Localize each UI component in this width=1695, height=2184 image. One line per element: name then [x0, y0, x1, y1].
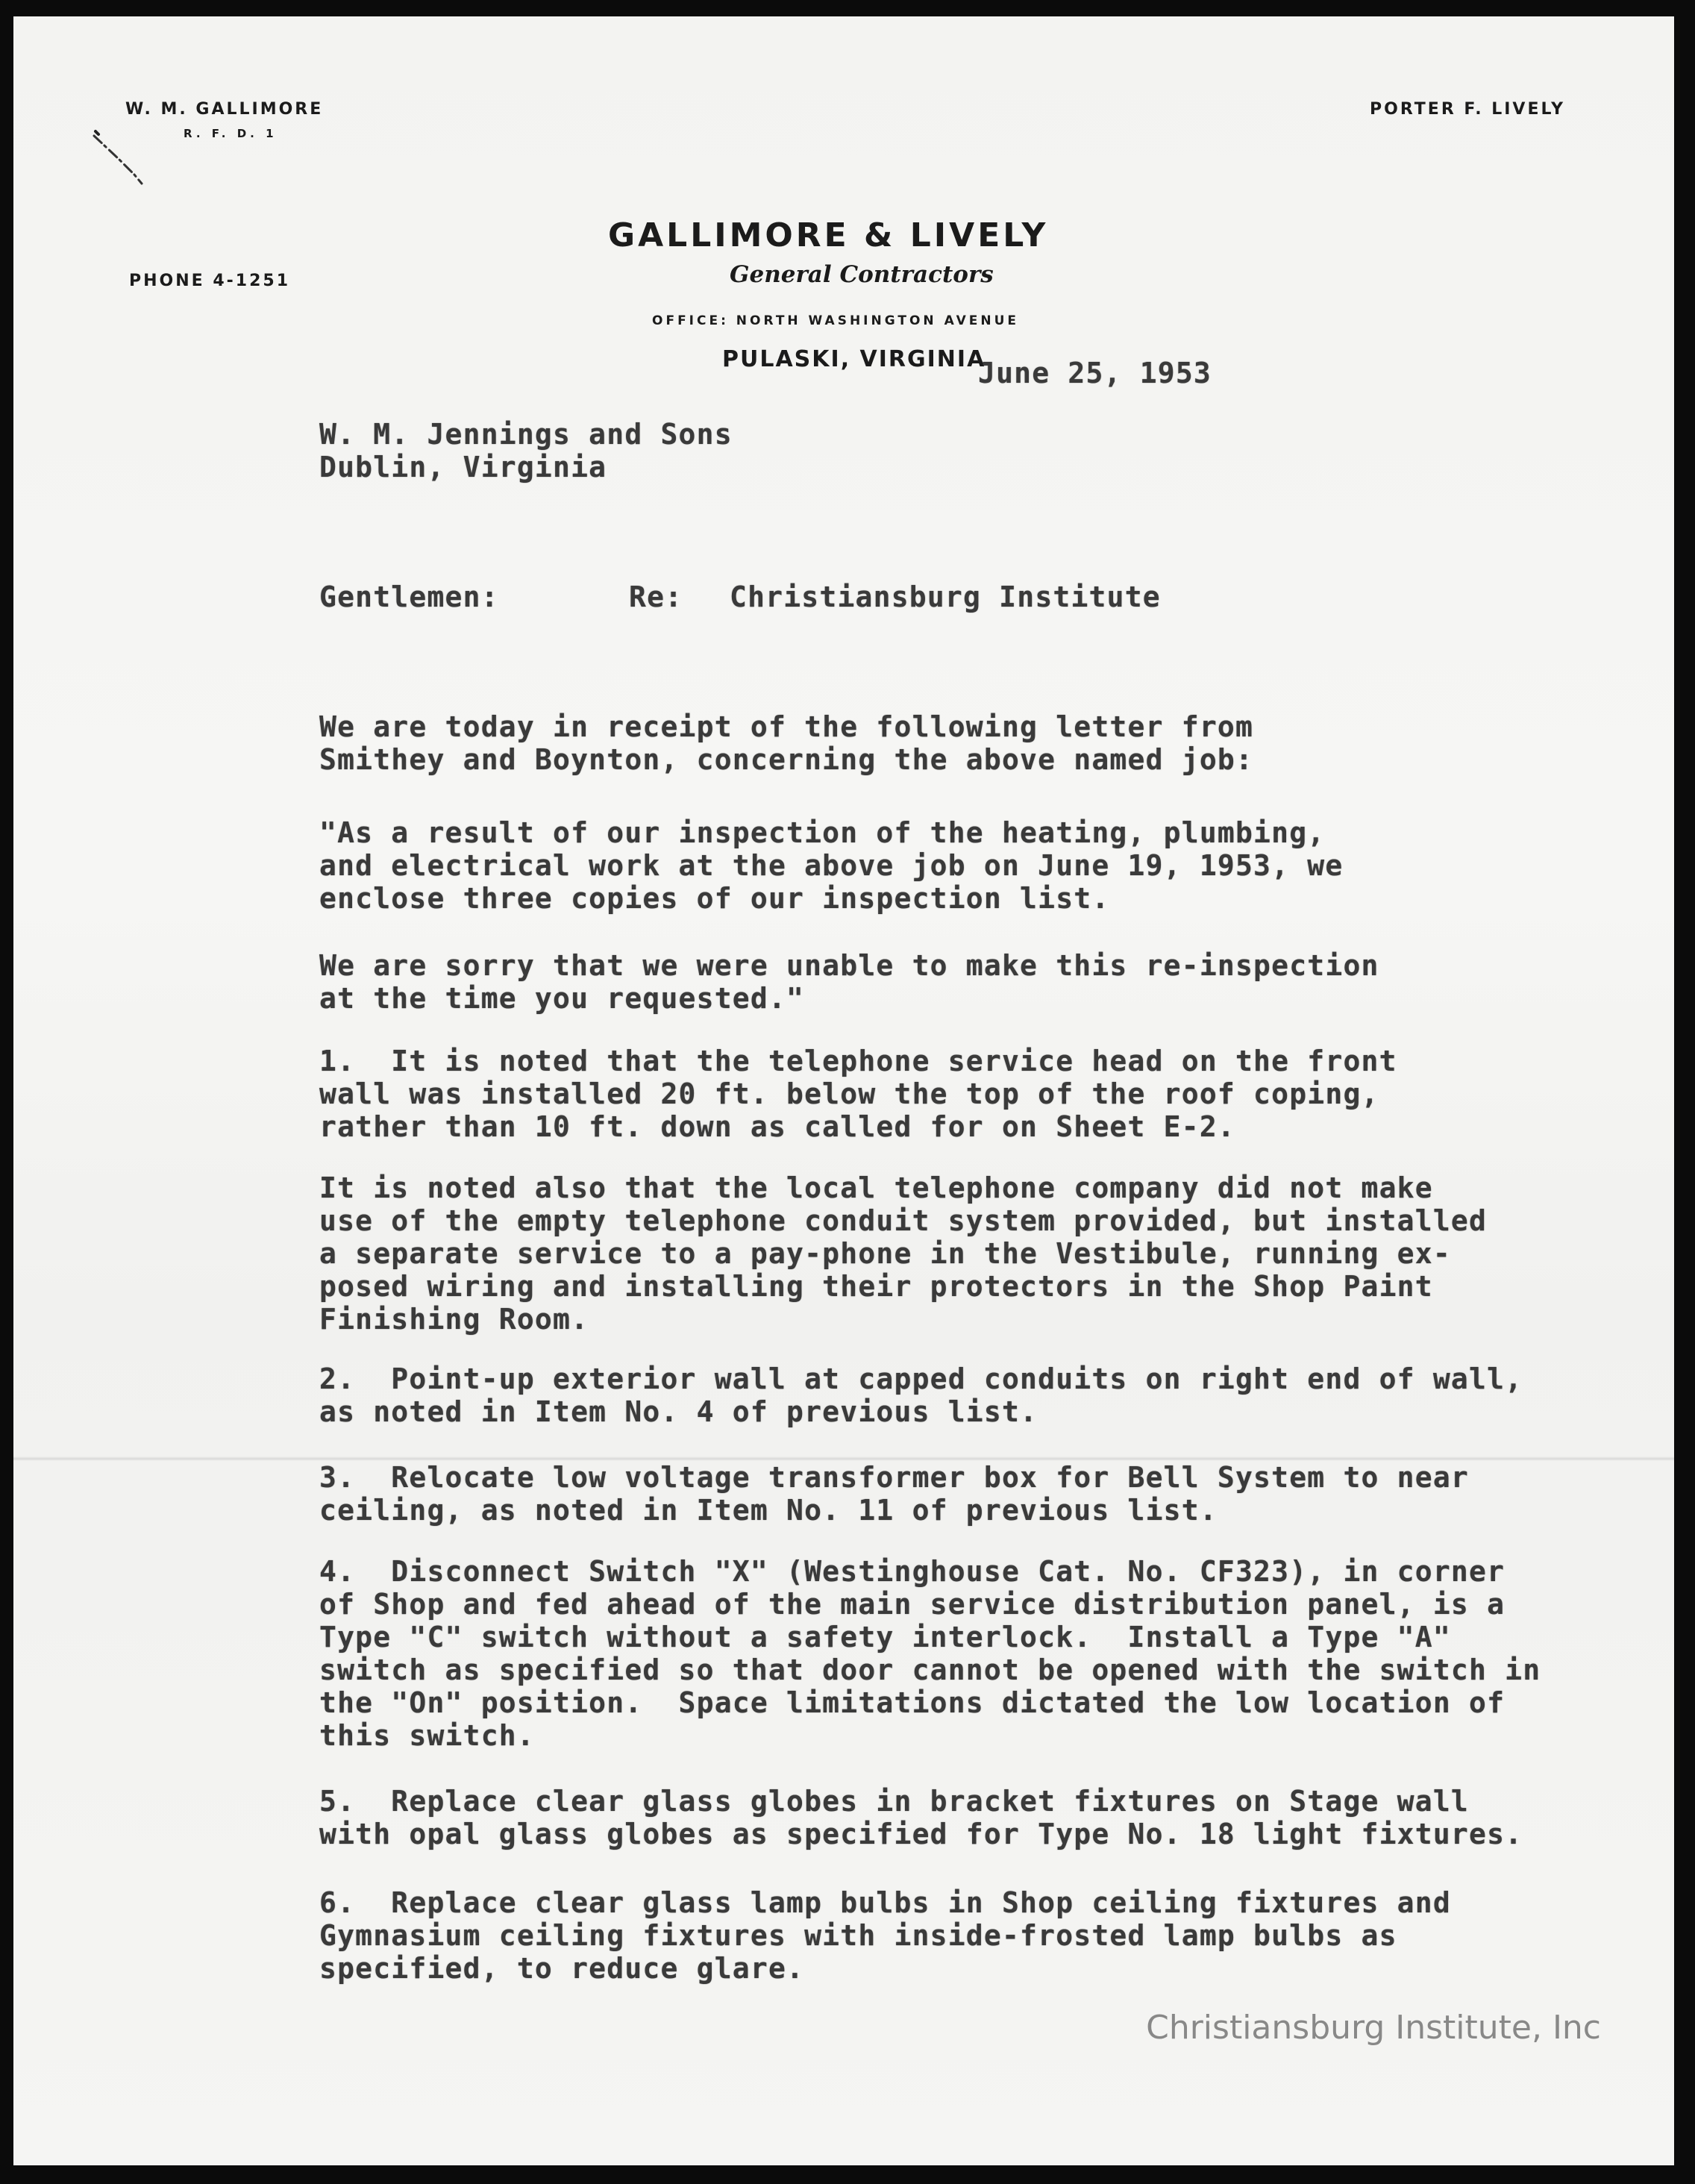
- body-line: 3. Relocate low voltage transformer box for Bell System to near: [319, 1461, 1469, 1494]
- letterhead-left-rfd: R. F. D. 1: [184, 127, 278, 140]
- body-line: of Shop and fed ahead of the main service distribution panel, is a: [319, 1588, 1506, 1621]
- body-line: Gymnasium ceiling fixtures with inside-frosted lamp bulbs as: [319, 1919, 1397, 1952]
- salutation: Gentlemen:: [319, 581, 499, 613]
- body-line: 4. Disconnect Switch "X" (Westinghouse Cat. No. CF323), in corner: [319, 1555, 1506, 1588]
- pencil-mark-icon: [88, 128, 155, 188]
- letter-page: [13, 16, 1674, 2165]
- body-line: switch as specified so that door cannot be opened with the switch in: [319, 1653, 1541, 1686]
- re-label: Re:: [629, 581, 683, 613]
- body-line: ceiling, as noted in Item No. 11 of previous list.: [319, 1494, 1218, 1527]
- body-line: 2. Point-up exterior wall at capped conduits on right end of wall,: [319, 1362, 1523, 1395]
- body-line: the "On" position. Space limitations dictated the low location of: [319, 1686, 1506, 1719]
- body-line: as noted in Item No. 4 of previous list.: [319, 1395, 1038, 1428]
- inspection-item-6: [319, 1886, 1451, 1985]
- body-line: Type "C" switch without a safety interlock. Install a Type "A": [319, 1621, 1451, 1653]
- body-line: rather than 10 ft. down as called for on Sheet E-2.: [319, 1110, 1235, 1143]
- intro-paragraph: [319, 710, 1253, 776]
- body-line: at the time you requested.": [319, 982, 805, 1015]
- archive-watermark: Christiansburg Institute, Inc: [1146, 2009, 1601, 2047]
- body-line: We are sorry that we were unable to make this re-inspection: [319, 949, 1379, 982]
- company-tagline: General Contractors: [730, 261, 994, 288]
- letterhead-city: PULASKI, VIRGINIA: [722, 346, 986, 372]
- body-line: posed wiring and installing their protectors in the Shop Paint: [319, 1270, 1433, 1303]
- inspection-item-1: [319, 1045, 1397, 1143]
- body-line: 5. Replace clear glass globes in bracket fixtures on Stage wall: [319, 1785, 1469, 1818]
- body-line: and electrical work at the above job on June 19, 1953, we: [319, 849, 1344, 882]
- body-line: a separate service to a pay-phone in the Vestibule, running ex-: [319, 1237, 1451, 1270]
- re-subject: Christiansburg Institute: [730, 581, 1161, 613]
- letterhead-office: OFFICE: NORTH WASHINGTON AVENUE: [652, 313, 1019, 328]
- letterhead-left-name: W. M. GALLIMORE: [125, 100, 324, 119]
- recipient-location: Dublin, Virginia: [319, 451, 607, 484]
- body-line: Finishing Room.: [319, 1303, 589, 1336]
- body-line: this switch.: [319, 1719, 535, 1752]
- letterhead-right-name: PORTER F. LIVELY: [1370, 100, 1566, 119]
- letterhead-phone: PHONE 4-1251: [129, 272, 291, 290]
- letter-date: June 25, 1953: [978, 357, 1212, 389]
- recipient-name: W. M. Jennings and Sons: [319, 418, 733, 451]
- body-line: Smithey and Boynton, concerning the above named job:: [319, 743, 1254, 776]
- inspection-item-4: [319, 1555, 1541, 1752]
- quoted-paragraph-2: [319, 949, 1379, 1015]
- inspection-item-2: [319, 1362, 1523, 1428]
- quoted-paragraph-1: [319, 816, 1343, 915]
- inspection-item-3: [319, 1461, 1469, 1527]
- body-line: specified, to reduce glare.: [319, 1952, 805, 1985]
- inspection-item-1-note: [319, 1171, 1487, 1336]
- inspection-item-5: [319, 1785, 1523, 1850]
- body-line: with opal glass globes as specified for Type No. 18 light fixtures.: [319, 1818, 1523, 1850]
- body-line: 1. It is noted that the telephone service head on the front: [319, 1045, 1397, 1077]
- body-line: It is noted also that the local telephone company did not make: [319, 1171, 1433, 1204]
- company-name: GALLIMORE & LIVELY: [608, 216, 1049, 254]
- body-line: use of the empty telephone conduit system provided, but installed: [319, 1204, 1488, 1237]
- body-line: enclose three copies of our inspection list.: [319, 882, 1110, 915]
- body-line: We are today in receipt of the following letter from: [319, 710, 1254, 743]
- body-line: 6. Replace clear glass lamp bulbs in Shop ceiling fixtures and: [319, 1886, 1451, 1919]
- body-line: "As a result of our inspection of the heating, plumbing,: [319, 816, 1326, 849]
- body-line: wall was installed 20 ft. below the top of the roof coping,: [319, 1077, 1379, 1110]
